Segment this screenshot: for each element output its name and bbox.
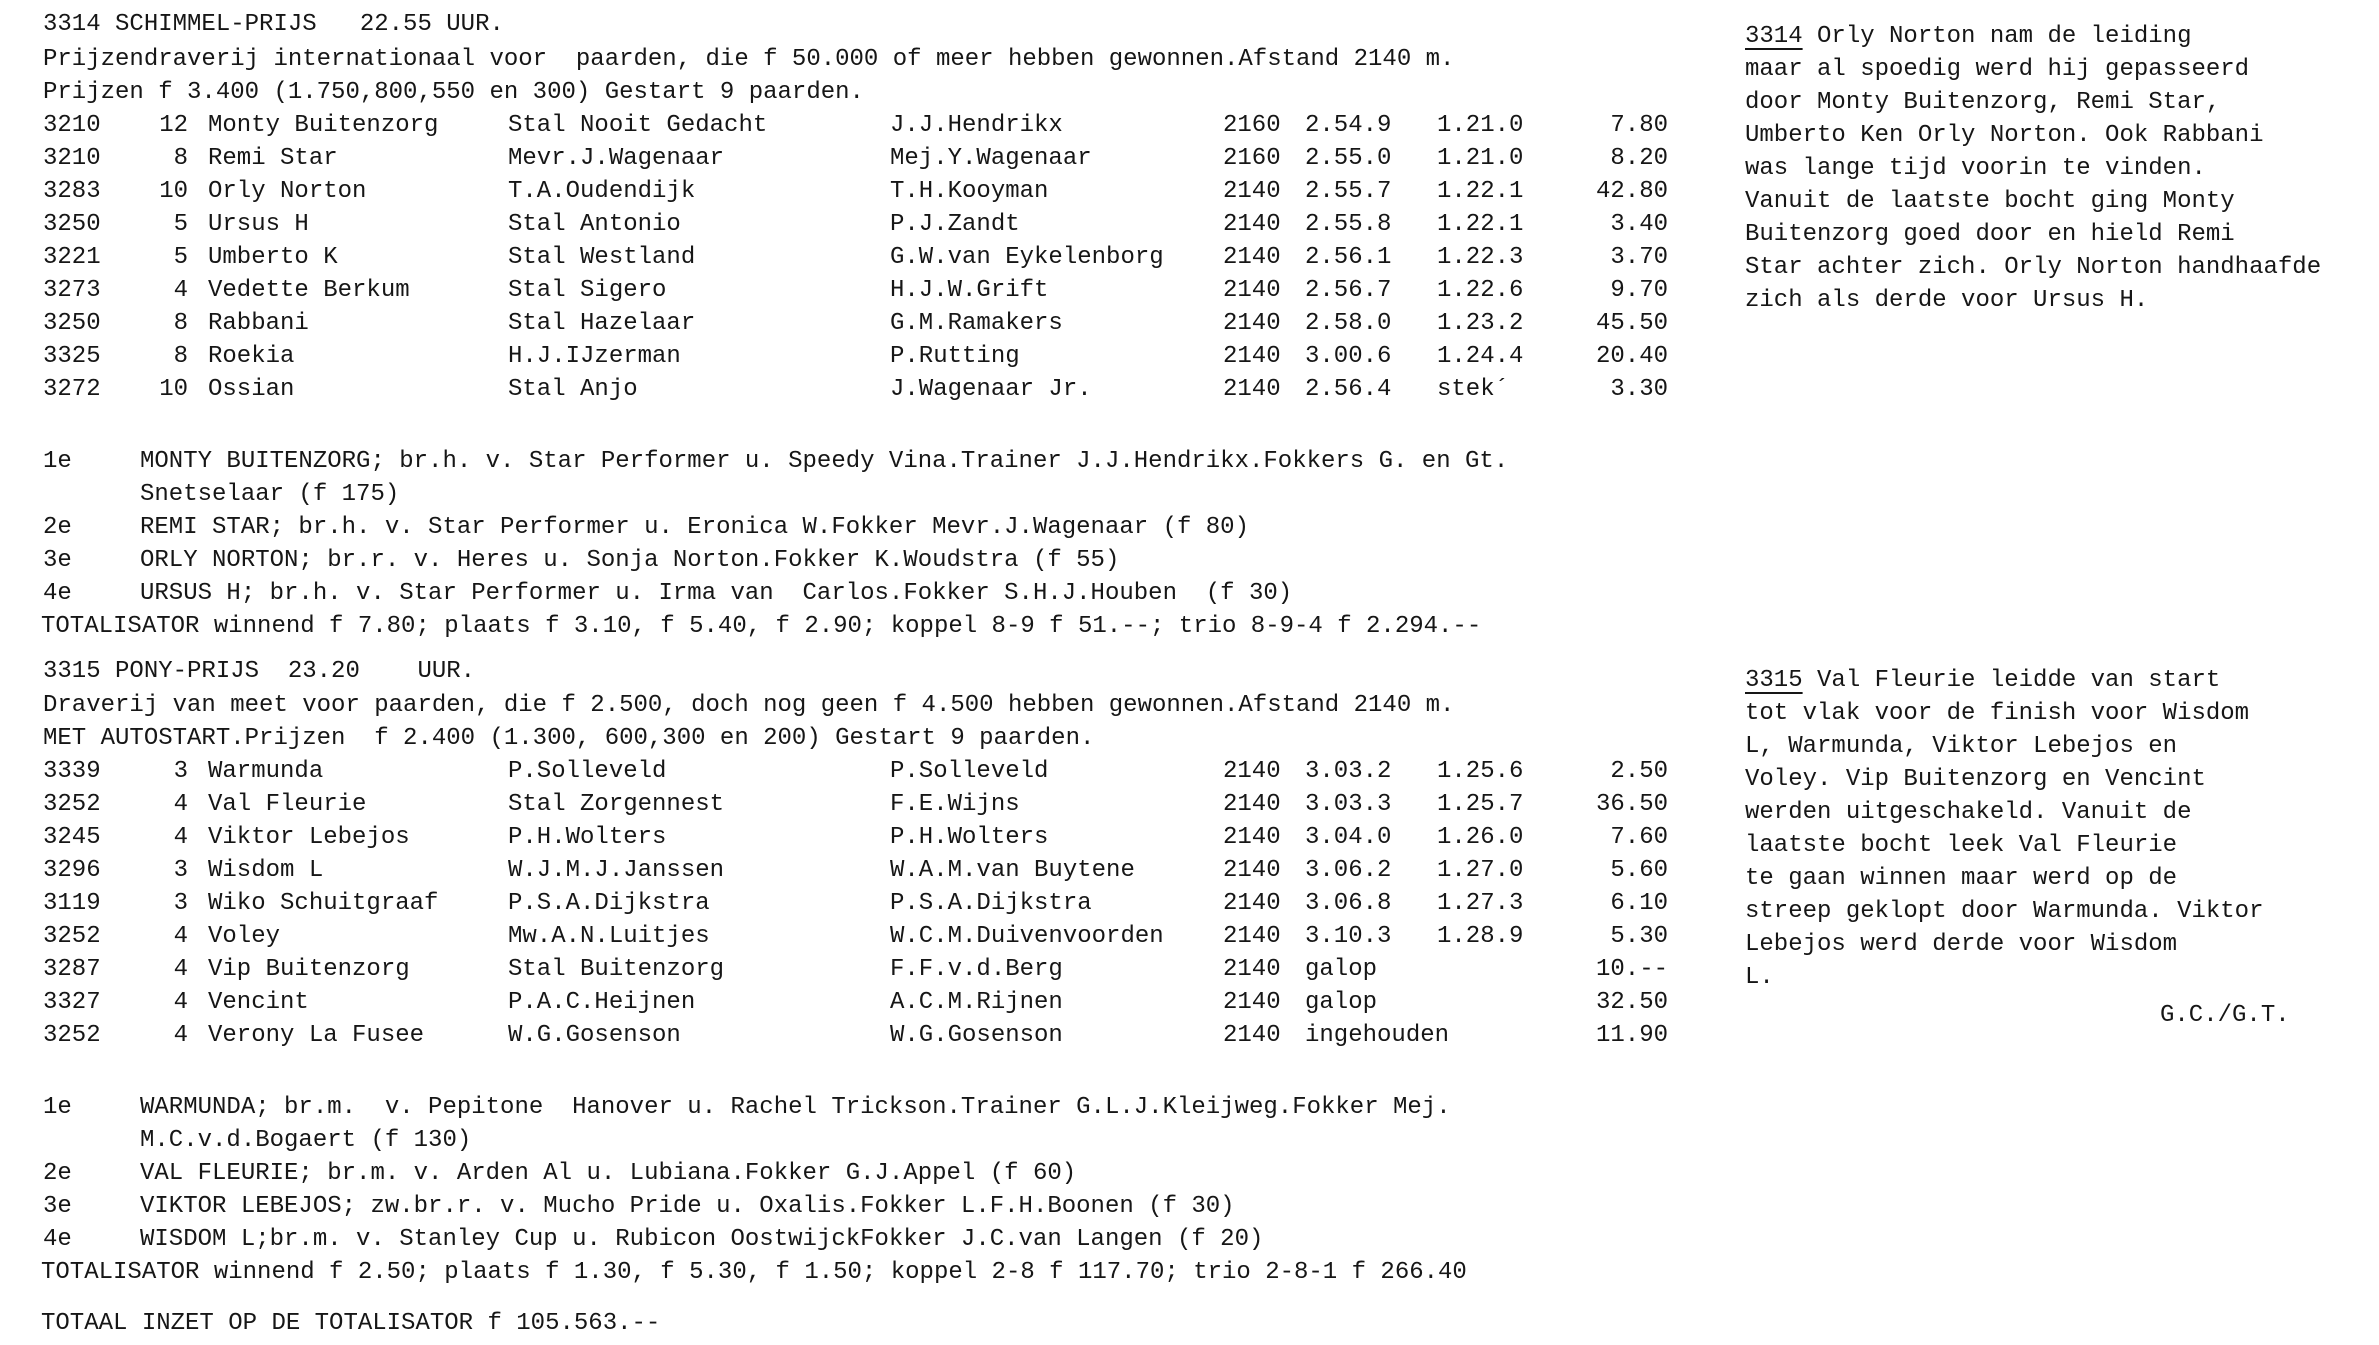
horse-name: Vip Buitenzorg xyxy=(208,956,410,983)
odds: 3.70 xyxy=(1610,244,1668,271)
km-time: 1.21.0 xyxy=(1437,145,1524,172)
driver: W.A.M.van Buytene xyxy=(890,857,1135,884)
finish-time: ingehouden xyxy=(1305,1022,1450,1049)
km-time: 1.23.2 xyxy=(1437,310,1524,337)
odds: 7.60 xyxy=(1610,824,1668,851)
race1-conditions-line1: Prijzendraverij internationaal voor paarden, die f 50.000 of meer hebben gewonnen.Afstand 2140 m. xyxy=(43,46,1455,73)
owner: Mw.A.N.Luitjes xyxy=(508,923,710,950)
finish-time: 2.56.1 xyxy=(1305,244,1392,271)
commentary-line: maar al spoedig werd hij gepasseerd xyxy=(1745,56,2250,83)
race-number: 3252 xyxy=(43,923,101,950)
start-number: 4 xyxy=(173,824,188,851)
race1-totalisator: TOTALISATOR winnend f 7.80; plaats f 3.10, f 5.40, f 2.90; koppel 8-9 f 51.--; trio 8-9-4 f 2.294.-- xyxy=(41,613,1482,640)
horse-name: Monty Buitenzorg xyxy=(208,112,439,139)
owner: T.A.Oudendijk xyxy=(508,178,696,205)
placing-description: REMI STAR; br.h. v. Star Performer u. Eronica W.Fokker Mevr.J.Wagenaar (f 80) xyxy=(140,514,1249,541)
start-number: 3 xyxy=(173,758,188,785)
start-number: 4 xyxy=(173,791,188,818)
horse-name: Ursus H xyxy=(208,211,309,238)
race-number: 3210 xyxy=(43,145,101,172)
odds: 10.-- xyxy=(1595,956,1668,983)
placing-description: ORLY NORTON; br.r. v. Heres u. Sonja Norton.Fokker K.Woudstra (f 55) xyxy=(140,547,1120,574)
odds: 8.20 xyxy=(1610,145,1668,172)
horse-name: Wisdom L xyxy=(208,857,324,884)
driver: G.W.van Eykelenborg xyxy=(890,244,1164,271)
start-number: 4 xyxy=(173,989,188,1016)
table-row xyxy=(43,241,1723,274)
km-time: 1.24.4 xyxy=(1437,343,1524,370)
placing-rank: 2e xyxy=(43,1160,72,1187)
table-row xyxy=(43,142,1723,175)
horse-name: Warmunda xyxy=(208,758,324,785)
owner: W.G.Gosenson xyxy=(508,1022,681,1049)
horse-name: Vedette Berkum xyxy=(208,277,410,304)
km-time: 1.27.0 xyxy=(1437,857,1524,884)
finish-time: 3.00.6 xyxy=(1305,343,1392,370)
race-number: 3252 xyxy=(43,1022,101,1049)
owner: P.S.A.Dijkstra xyxy=(508,890,710,917)
distance: 2140 xyxy=(1223,211,1281,238)
finish-time: 3.03.3 xyxy=(1305,791,1392,818)
commentary-line: door Monty Buitenzorg, Remi Star, xyxy=(1745,89,2221,116)
start-number: 4 xyxy=(173,277,188,304)
km-time: 1.22.1 xyxy=(1437,211,1524,238)
distance: 2140 xyxy=(1223,923,1281,950)
owner: Stal Sigero xyxy=(508,277,667,304)
driver: G.M.Ramakers xyxy=(890,310,1063,337)
odds: 11.90 xyxy=(1595,1022,1668,1049)
commentary-line: laatste bocht leek Val Fleurie xyxy=(1745,832,2178,859)
placing-rank: 4e xyxy=(43,580,72,607)
placing-rank: 3e xyxy=(43,1193,72,1220)
odds: 5.30 xyxy=(1610,923,1668,950)
table-row xyxy=(43,755,1723,788)
race-number: 3325 xyxy=(43,343,101,370)
table-row xyxy=(43,854,1723,887)
commentary-line: Vanuit de laatste bocht ging Monty xyxy=(1745,188,2235,215)
table-row xyxy=(43,986,1723,1019)
odds: 7.80 xyxy=(1610,112,1668,139)
table-row xyxy=(43,821,1723,854)
km-time: 1.26.0 xyxy=(1437,824,1524,851)
table-row xyxy=(43,340,1723,373)
km-time: 1.22.3 xyxy=(1437,244,1524,271)
odds: 3.30 xyxy=(1610,376,1668,403)
km-time: 1.22.1 xyxy=(1437,178,1524,205)
distance: 2140 xyxy=(1223,890,1281,917)
start-number: 3 xyxy=(173,890,188,917)
race-number: 3245 xyxy=(43,824,101,851)
placing-description: WARMUNDA; br.m. v. Pepitone Hanover u. Rachel Trickson.Trainer G.L.J.Kleijweg.Fokker Mej. xyxy=(140,1094,1451,1121)
finish-time: 3.04.0 xyxy=(1305,824,1392,851)
km-time: 1.22.6 xyxy=(1437,277,1524,304)
start-number: 10 xyxy=(159,178,188,205)
commentary-race-number: 3315 xyxy=(1745,667,1803,694)
distance: 2140 xyxy=(1223,758,1281,785)
race-number: 3210 xyxy=(43,112,101,139)
distance: 2140 xyxy=(1223,989,1281,1016)
driver: W.G.Gosenson xyxy=(890,1022,1063,1049)
commentary-line: zich als derde voor Ursus H. xyxy=(1745,287,2149,314)
km-time: stek´ xyxy=(1437,376,1510,403)
race-number: 3252 xyxy=(43,791,101,818)
race2-totalisator: TOTALISATOR winnend f 2.50; plaats f 1.30, f 5.30, f 1.50; koppel 2-8 f 117.70; trio 2-8-1 f 266.40 xyxy=(41,1259,1467,1286)
race2-header: 3315 PONY-PRIJS 23.20 UUR. xyxy=(43,658,476,685)
commentary-line xyxy=(1745,664,2220,697)
horse-name: Orly Norton xyxy=(208,178,367,205)
placing-rank: 3e xyxy=(43,547,72,574)
start-number: 4 xyxy=(173,956,188,983)
distance: 2140 xyxy=(1223,244,1281,271)
odds: 36.50 xyxy=(1595,791,1668,818)
driver: H.J.W.Grift xyxy=(890,277,1049,304)
km-time: 1.28.9 xyxy=(1437,923,1524,950)
driver: A.C.M.Rijnen xyxy=(890,989,1063,1016)
table-row xyxy=(43,920,1723,953)
finish-time: 3.03.2 xyxy=(1305,758,1392,785)
horse-name: Rabbani xyxy=(208,310,309,337)
distance: 2140 xyxy=(1223,956,1281,983)
driver: F.E.Wijns xyxy=(890,791,1020,818)
horse-name: Vencint xyxy=(208,989,309,1016)
owner: Mevr.J.Wagenaar xyxy=(508,145,725,172)
start-number: 10 xyxy=(159,376,188,403)
distance: 2140 xyxy=(1223,178,1281,205)
driver: F.F.v.d.Berg xyxy=(890,956,1063,983)
owner: Stal Anjo xyxy=(508,376,638,403)
horse-name: Val Fleurie xyxy=(208,791,367,818)
distance: 2160 xyxy=(1223,112,1281,139)
commentary-line: te gaan winnen maar werd op de xyxy=(1745,865,2178,892)
horse-name: Verony La Fusee xyxy=(208,1022,425,1049)
km-time: 1.21.0 xyxy=(1437,112,1524,139)
race-number: 3327 xyxy=(43,989,101,1016)
finish-time: galop xyxy=(1305,989,1378,1016)
table-row xyxy=(43,788,1723,821)
commentary-line: Umberto Ken Orly Norton. Ook Rabbani xyxy=(1745,122,2264,149)
driver: J.Wagenaar Jr. xyxy=(890,376,1092,403)
driver: J.J.Hendrikx xyxy=(890,112,1063,139)
placing-description: M.C.v.d.Bogaert (f 130) xyxy=(140,1127,472,1154)
odds: 2.50 xyxy=(1610,758,1668,785)
finish-time: 2.55.7 xyxy=(1305,178,1392,205)
km-time: 1.25.6 xyxy=(1437,758,1524,785)
table-row xyxy=(43,109,1723,142)
owner: P.Solleveld xyxy=(508,758,667,785)
distance: 2140 xyxy=(1223,1022,1281,1049)
driver: P.Solleveld xyxy=(890,758,1049,785)
start-number: 4 xyxy=(173,1022,188,1049)
odds: 9.70 xyxy=(1610,277,1668,304)
commentary-line: Lebejos werd derde voor Wisdom xyxy=(1745,931,2178,958)
owner: Stal Antonio xyxy=(508,211,681,238)
race-number: 3250 xyxy=(43,211,101,238)
horse-name: Wiko Schuitgraaf xyxy=(208,890,439,917)
commentary-line: was lange tijd voorin te vinden. xyxy=(1745,155,2206,182)
owner: Stal Nooit Gedacht xyxy=(508,112,768,139)
owner: Stal Zorgennest xyxy=(508,791,725,818)
finish-time: 3.06.8 xyxy=(1305,890,1392,917)
commentary-line: Voley. Vip Buitenzorg en Vencint xyxy=(1745,766,2206,793)
odds: 6.10 xyxy=(1610,890,1668,917)
finish-time: 2.55.0 xyxy=(1305,145,1392,172)
finish-time: galop xyxy=(1305,956,1378,983)
km-time: 1.25.7 xyxy=(1437,791,1524,818)
commentary-text: Val Fleurie leidde van start xyxy=(1802,667,2221,694)
race1-header: 3314 SCHIMMEL-PRIJS 22.55 UUR. xyxy=(43,11,504,38)
driver: P.Rutting xyxy=(890,343,1020,370)
placing-description: Snetselaar (f 175) xyxy=(140,481,400,508)
horse-name: Voley xyxy=(208,923,281,950)
start-number: 8 xyxy=(173,343,188,370)
placing-rank: 4e xyxy=(43,1226,72,1253)
race-number: 3272 xyxy=(43,376,101,403)
odds: 32.50 xyxy=(1595,989,1668,1016)
finish-time: 2.56.4 xyxy=(1305,376,1392,403)
table-row xyxy=(43,307,1723,340)
driver: P.J.Zandt xyxy=(890,211,1020,238)
signature: G.C./G.T. xyxy=(2160,1002,2290,1029)
commentary-text: Orly Norton nam de leiding xyxy=(1802,23,2192,50)
placing-description: URSUS H; br.h. v. Star Performer u. Irma van Carlos.Fokker S.H.J.Houben (f 30) xyxy=(140,580,1293,607)
odds: 42.80 xyxy=(1595,178,1668,205)
race-number: 3273 xyxy=(43,277,101,304)
table-row xyxy=(43,887,1723,920)
placing-rank: 2e xyxy=(43,514,72,541)
start-number: 8 xyxy=(173,145,188,172)
owner: W.J.M.J.Janssen xyxy=(508,857,725,884)
horse-name: Remi Star xyxy=(208,145,338,172)
race2-conditions-line2: MET AUTOSTART.Prijzen f 2.400 (1.300, 600,300 en 200) Gestart 9 paarden. xyxy=(43,725,1095,752)
distance: 2140 xyxy=(1223,343,1281,370)
commentary-line: Buitenzorg goed door en hield Remi xyxy=(1745,221,2235,248)
table-row xyxy=(43,953,1723,986)
odds: 3.40 xyxy=(1610,211,1668,238)
placing-rank: 1e xyxy=(43,448,72,475)
distance: 2160 xyxy=(1223,145,1281,172)
race1-conditions-line2: Prijzen f 3.400 (1.750,800,550 en 300) Gestart 9 paarden. xyxy=(43,79,864,106)
commentary-line: Star achter zich. Orly Norton handhaafde xyxy=(1745,254,2322,281)
start-number: 12 xyxy=(159,112,188,139)
owner: P.A.C.Heijnen xyxy=(508,989,696,1016)
owner: P.H.Wolters xyxy=(508,824,667,851)
distance: 2140 xyxy=(1223,277,1281,304)
distance: 2140 xyxy=(1223,376,1281,403)
race-number: 3250 xyxy=(43,310,101,337)
commentary-line xyxy=(1745,20,2191,53)
owner: Stal Buitenzorg xyxy=(508,956,725,983)
race2-conditions-line1: Draverij van meet voor paarden, die f 2.500, doch nog geen f 4.500 hebben gewonnen.Afstand 2140 m. xyxy=(43,692,1455,719)
race-number: 3339 xyxy=(43,758,101,785)
distance: 2140 xyxy=(1223,791,1281,818)
race-number: 3296 xyxy=(43,857,101,884)
start-number: 5 xyxy=(173,211,188,238)
start-number: 8 xyxy=(173,310,188,337)
driver: Mej.Y.Wagenaar xyxy=(890,145,1092,172)
placing-description: VIKTOR LEBEJOS; zw.br.r. v. Mucho Pride u. Oxalis.Fokker L.F.H.Boonen (f 30) xyxy=(140,1193,1235,1220)
placing-description: MONTY BUITENZORG; br.h. v. Star Performer u. Speedy Vina.Trainer J.J.Hendrikx.Fokkers G. en Gt. xyxy=(140,448,1509,475)
km-time: 1.27.3 xyxy=(1437,890,1524,917)
driver: T.H.Kooyman xyxy=(890,178,1049,205)
driver: W.C.M.Duivenvoorden xyxy=(890,923,1164,950)
horse-name: Ossian xyxy=(208,376,295,403)
distance: 2140 xyxy=(1223,310,1281,337)
finish-time: 2.58.0 xyxy=(1305,310,1392,337)
finish-time: 2.55.8 xyxy=(1305,211,1392,238)
odds: 20.40 xyxy=(1595,343,1668,370)
odds: 45.50 xyxy=(1595,310,1668,337)
driver: P.H.Wolters xyxy=(890,824,1049,851)
driver: P.S.A.Dijkstra xyxy=(890,890,1092,917)
distance: 2140 xyxy=(1223,824,1281,851)
table-row xyxy=(43,208,1723,241)
odds: 5.60 xyxy=(1610,857,1668,884)
commentary-line: tot vlak voor de finish voor Wisdom xyxy=(1745,700,2250,727)
finish-time: 3.06.2 xyxy=(1305,857,1392,884)
finish-time: 2.56.7 xyxy=(1305,277,1392,304)
race-number: 3283 xyxy=(43,178,101,205)
commentary-race-number: 3314 xyxy=(1745,23,1803,50)
table-row xyxy=(43,1019,1723,1052)
placing-description: WISDOM L;br.m. v. Stanley Cup u. Rubicon OostwijckFokker J.C.van Langen (f 20) xyxy=(140,1226,1264,1253)
distance: 2140 xyxy=(1223,857,1281,884)
start-number: 5 xyxy=(173,244,188,271)
commentary-line: streep geklopt door Warmunda. Viktor xyxy=(1745,898,2264,925)
grand-total: TOTAAL INZET OP DE TOTALISATOR f 105.563.-- xyxy=(41,1310,661,1337)
race-number: 3119 xyxy=(43,890,101,917)
placing-rank: 1e xyxy=(43,1094,72,1121)
placing-description: VAL FLEURIE; br.m. v. Arden Al u. Lubiana.Fokker G.J.Appel (f 60) xyxy=(140,1160,1077,1187)
commentary-line: werden uitgeschakeld. Vanuit de xyxy=(1745,799,2192,826)
commentary-line: L, Warmunda, Viktor Lebejos en xyxy=(1745,733,2178,760)
commentary-line: L. xyxy=(1745,964,1774,991)
race-number: 3287 xyxy=(43,956,101,983)
start-number: 3 xyxy=(173,857,188,884)
owner: Stal Hazelaar xyxy=(508,310,696,337)
horse-name: Viktor Lebejos xyxy=(208,824,410,851)
horse-name: Umberto K xyxy=(208,244,338,271)
owner: Stal Westland xyxy=(508,244,696,271)
table-row xyxy=(43,175,1723,208)
start-number: 4 xyxy=(173,923,188,950)
finish-time: 3.10.3 xyxy=(1305,923,1392,950)
horse-name: Roekia xyxy=(208,343,295,370)
table-row xyxy=(43,373,1723,406)
finish-time: 2.54.9 xyxy=(1305,112,1392,139)
table-row xyxy=(43,274,1723,307)
race-number: 3221 xyxy=(43,244,101,271)
owner: H.J.IJzerman xyxy=(508,343,681,370)
